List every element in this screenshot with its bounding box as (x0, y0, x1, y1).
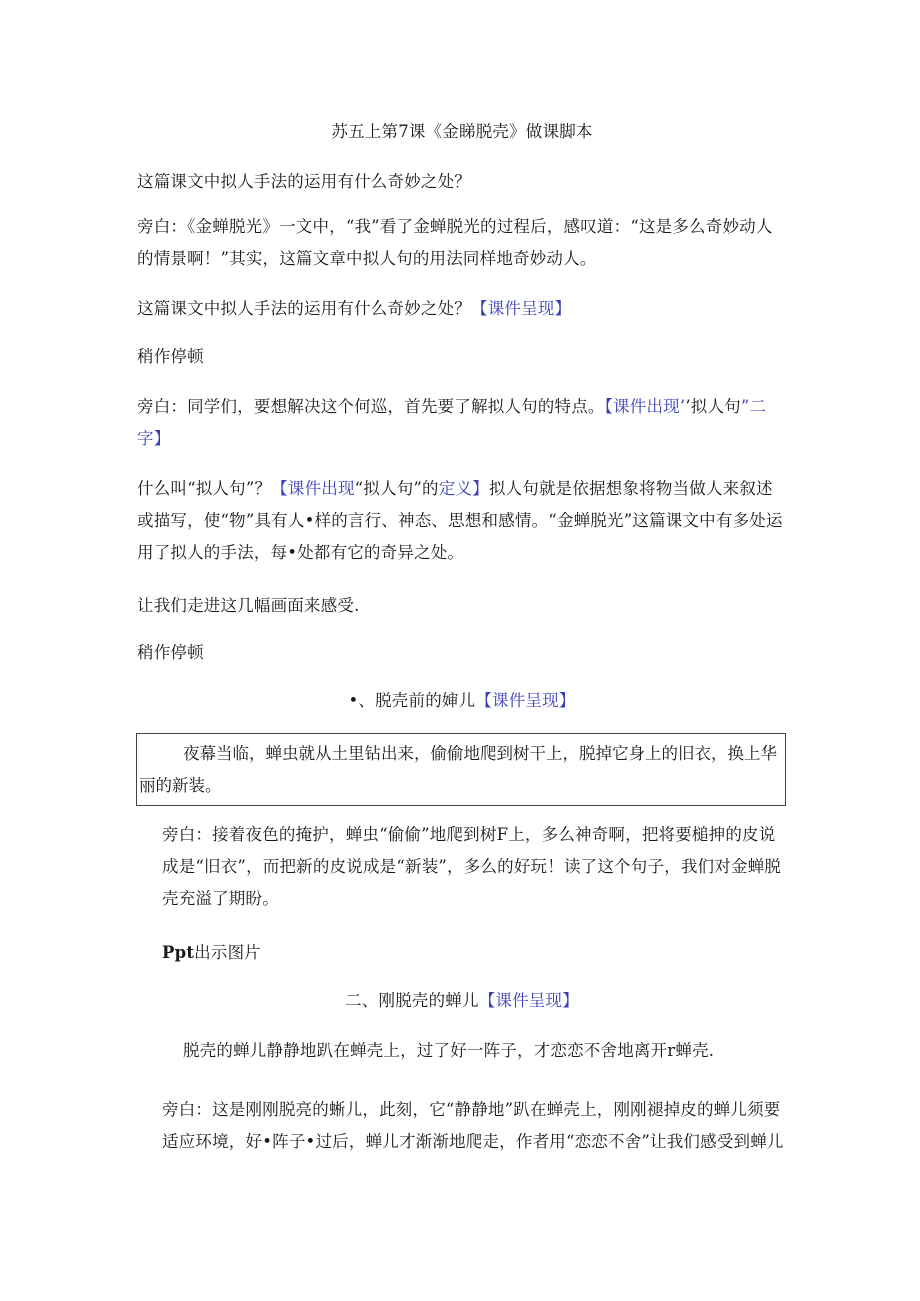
pause-note: 稍作停顿 (137, 347, 204, 366)
section-heading-1 (137, 685, 787, 717)
courseware-cue-end: ”二字】 (137, 397, 767, 448)
section-heading-2 (137, 985, 787, 1017)
paragraph-narration-cicada: 旁白：这是刚刚脱亮的蜥儿，此刻，它“静静地”趴在蝉壳上，刚刚褪掉皮的蝉儿须要适应环境，好•阵子•过后，蝉儿才渐渐地爬走，作者用“恋恋不舍”让我们感受到蝉儿 (162, 1100, 784, 1151)
paragraph-question-cue (137, 293, 787, 325)
paragraph-question: 这篇课文中拟人手法的运用有什么奇妙之处？ (137, 172, 471, 191)
definition-body: 拟人句就是依据想象将物当做人来叙述或描写，使“物”具有人•样的言行、神态、思想和感情。“金蝉脱光”这篇课文中有多处运用了拟人的手法，每•处都有它的奇异之处。 (137, 479, 783, 562)
courseware-cue: 【课件出现’ (604, 397, 686, 416)
paragraph-narration-classmates (137, 391, 787, 455)
section-heading-text: •、脱壳前的婶儿 (348, 691, 476, 710)
narration-text: 旁白：同学们，要想解决这个何巡，首先要了解拟人句的特点。 (137, 397, 605, 416)
cue-term: “拟人句”的 (354, 479, 439, 498)
ppt-label: Ppt (162, 943, 195, 962)
section-heading-text: 二、刚脱壳的蝉儿 (345, 991, 479, 1010)
ppt-action: 出示图片 (194, 943, 261, 962)
quote-text: 夜幕当临，蝉虫就从土里钻出来，偷偷地爬到树干上，脱掉它身上的旧衣，换上华丽的新装。 (139, 744, 777, 795)
page-title: 苏五上第7课《金睇脱壳》做课脚本 (331, 122, 593, 141)
courseware-cue-end: 定义】 (438, 479, 489, 498)
courseware-cue: 【课件呈现】 (475, 691, 576, 710)
courseware-cue: 【课件呈现】 (478, 991, 579, 1010)
definition-lead: 什么叫“拟人句”？ (137, 479, 272, 498)
courseware-cue: 【课件出现 (271, 479, 355, 498)
paragraph-invitation: 让我们走进这几幅画面来感受. (137, 596, 360, 615)
quote-text-2: 脱壳的蝉儿静静地趴在蝉壳上，过了好一阵子，才恋恋不舍地离开r蝉壳. (183, 1041, 715, 1060)
question-text: 这篇课文中拟人手法的运用有什么奇妙之处？ (137, 299, 471, 318)
paragraph-narration-intro: 旁白：《金蝉脱光》一文中，“我”看了金蝉脱光的过程后，感叹道：“这是多么奇妙动人的情景啊！”其实，这篇文章中拟人句的用法同样地奇妙动人。 (137, 217, 773, 268)
quote-box (136, 733, 786, 806)
courseware-cue: 【课件呈现】 (471, 299, 572, 318)
paragraph-narration-night: 旁白：接着夜色的掩护，蝉虫“偷偷”地爬到树F上，多么神奇啊，把将要槌抻的皮说成是“旧衣”，而把新的皮说成是“新装”，多么的好玩！读了这个句子，我们对金蝉脱壳充溢了期盼。 (162, 825, 782, 908)
pause-note: 稍作停顿 (137, 643, 204, 662)
cue-term: ’拟人句 (685, 397, 741, 416)
paragraph-definition (137, 473, 787, 569)
ppt-note (137, 937, 787, 969)
